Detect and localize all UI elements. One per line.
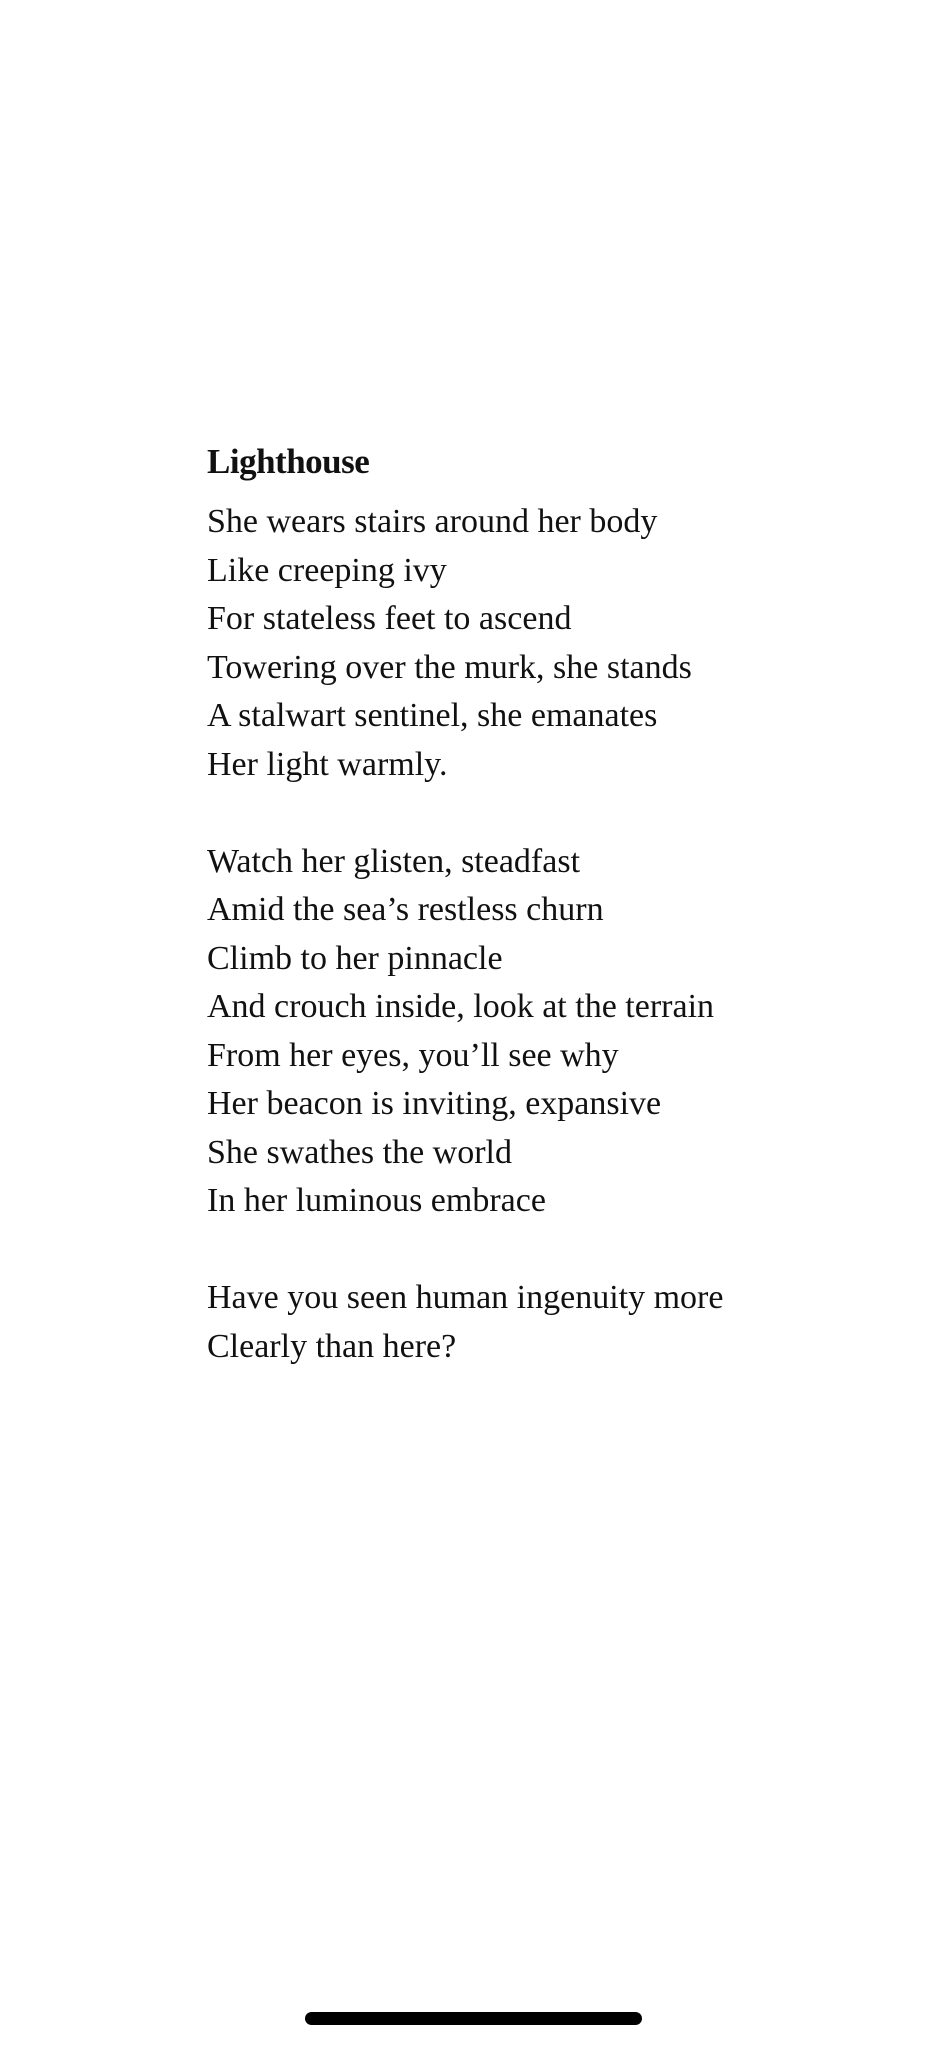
poem-line: Amid the sea’s restless churn xyxy=(207,891,604,928)
poem-line: Climb to her pinnacle xyxy=(207,939,503,977)
stanza-2 xyxy=(207,838,907,1226)
poem-container xyxy=(207,440,907,1371)
poem-line: In her luminous embrace xyxy=(207,1182,546,1219)
stanza-1 xyxy=(207,498,907,789)
poem-line: Like creeping ivy xyxy=(207,551,447,589)
stanza-3 xyxy=(207,1274,907,1371)
poem-line: She wears stairs around her body xyxy=(207,503,658,540)
poem-line: Clearly than here? xyxy=(207,1327,457,1365)
poem-line: Her beacon is inviting, expansive xyxy=(207,1085,662,1122)
poem-title: Lighthouse xyxy=(207,442,370,481)
poem-line: For stateless feet to ascend xyxy=(207,600,572,637)
poem-line: Her light warmly. xyxy=(207,745,448,783)
home-indicator[interactable] xyxy=(305,2012,642,2025)
poem-line: She swathes the world xyxy=(207,1133,513,1171)
poem-line: A stalwart sentinel, she emanates xyxy=(207,697,658,734)
poem-line: Watch her glisten, steadfast xyxy=(207,842,581,880)
poem-line: And crouch inside, look at the terrain xyxy=(207,988,715,1025)
poem-line: From her eyes, you’ll see why xyxy=(207,1036,619,1074)
poem-line: Have you seen human ingenuity more xyxy=(207,1279,724,1316)
poem-line: Towering over the murk, she stands xyxy=(207,648,692,686)
